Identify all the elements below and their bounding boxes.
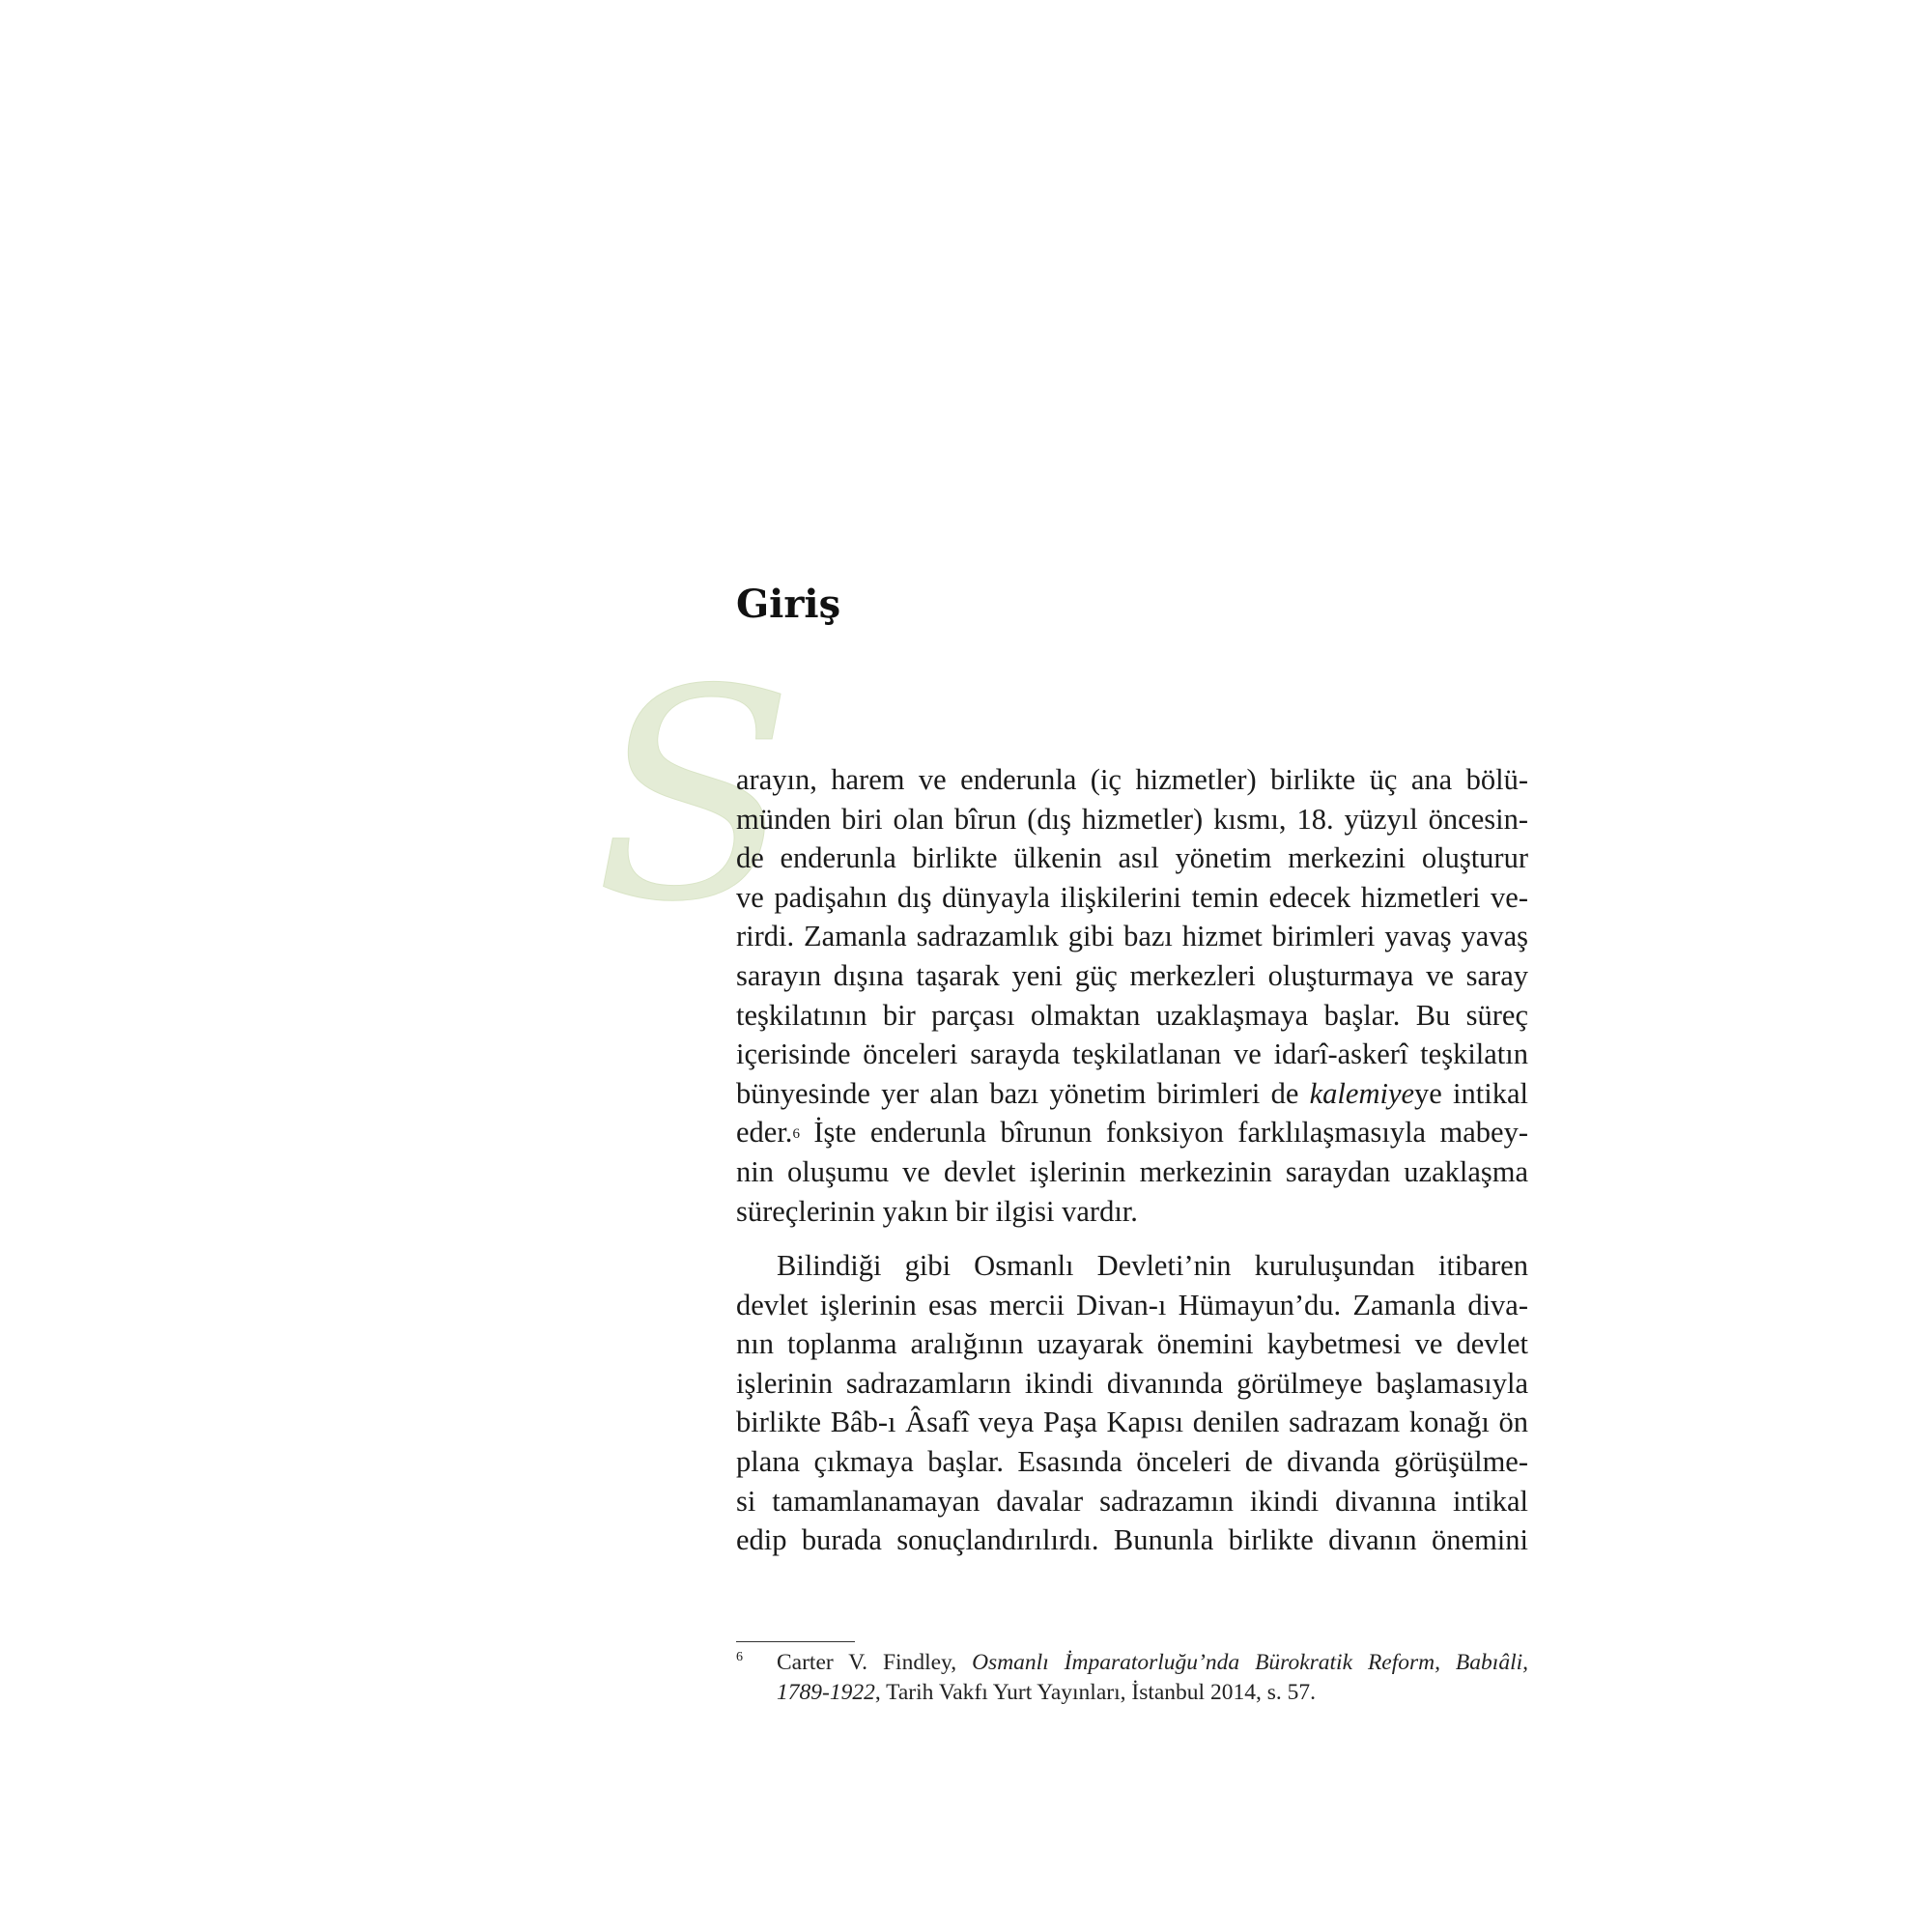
paragraph-line-with-italic — [736, 1074, 1528, 1114]
paragraph-line: işlerinin sadrazamların ikindi divanında görülmeye başlamasıyla — [736, 1366, 1528, 1400]
footnote-marker: 6 — [736, 1650, 743, 1664]
paragraph-line: si tamamlanamayan davalar sadrazamın ikindi divanına intikal — [736, 1484, 1528, 1518]
paragraph-line: teşkilatının bir parçası olmaktan uzaklaşmaya başlar. Bu süreç — [736, 998, 1528, 1032]
intro-paragraph — [736, 760, 1528, 1231]
text-run: bünyesinde yer alan bazı yönetim birimleri de — [736, 1076, 1310, 1110]
page-title: Giriş — [736, 582, 841, 627]
footnote-line — [777, 1678, 1528, 1708]
footnote-reference[interactable]: 6 — [792, 1126, 800, 1143]
paragraph-line: rirdi. Zamanla sadrazamlık gibi bazı hizmet birimleri yavaş yavaş — [736, 920, 1528, 953]
paragraph-line: nın toplanma aralığının uzayarak önemini kaybetmesi ve devlet — [736, 1327, 1528, 1361]
paragraph-line: devlet işlerinin esas mercii Divan-ı Hümayun’du. Zamanla diva- — [736, 1288, 1528, 1321]
paragraph-line: sarayın dışına taşarak yeni güç merkezleri oluşturmaya ve saray — [736, 958, 1528, 992]
footnote-body — [777, 1648, 1528, 1708]
paragraph-line: içerisinde önceleri sarayda teşkilatlanan ve idarî-askerî teşkilatın — [736, 1037, 1528, 1071]
paragraph-line: plana çıkmaya başlar. Esasında önceleri de divanda görüşülme- — [736, 1444, 1528, 1478]
paragraph-line: birlikte Bâb-ı Âsafî veya Paşa Kapısı denilen sadrazam konağı ön — [736, 1406, 1528, 1439]
paragraph-line: arayın, harem ve enderunla (iç hizmetler) birlikte üç ana bölü- — [736, 763, 1528, 796]
footnote-title: Osmanlı İmparatorluğu’nda Bürokratik Reform, Babıâli, — [972, 1650, 1528, 1675]
paragraph-line: edip burada sonuçlandırılırdı. Bununla birlikte divanın önemini — [736, 1523, 1528, 1557]
second-paragraph — [736, 1246, 1528, 1560]
footnote-author: Carter V. Findley, — [777, 1650, 973, 1675]
italic-term: kalemiye — [1309, 1076, 1415, 1110]
footnote-divider — [736, 1641, 855, 1642]
paragraph-line: ve padişahın dış dünyayla ilişkilerini temin edecek hizmetleri ve- — [736, 880, 1528, 914]
paragraph-line-with-footnote-ref — [736, 1113, 1528, 1152]
paragraph-line: süreçlerinin yakın bir ilgisi vardır. — [736, 1194, 1138, 1228]
paragraph-line: münden biri olan bîrun (dış hizmetler) kısmı, 18. yüzyıl öncesin- — [736, 802, 1528, 836]
text-run: eder. — [736, 1116, 793, 1150]
text-run: ye intikal — [1414, 1076, 1528, 1110]
footnote-title-years: 1789-1922 — [777, 1680, 875, 1705]
paragraph-line: Bilindiği gibi Osmanlı Devleti’nin kuruluşundan itibaren — [777, 1249, 1528, 1282]
paragraph-line: nin oluşumu ve devlet işlerinin merkezinin saraydan uzaklaşma — [736, 1154, 1528, 1188]
drop-cap-glyph: S — [595, 667, 794, 918]
footnote-publication: , Tarih Vakfı Yurt Yayınları, İstanbul 2014, s. 57. — [874, 1680, 1316, 1705]
footnote-line — [777, 1648, 1528, 1678]
paragraph-line: de enderunla birlikte ülkenin asıl yönetim merkezini oluşturur — [736, 841, 1528, 875]
text-run: İşte enderunla bîrunun fonksiyon farklılaşmasıyla mabey- — [799, 1116, 1528, 1150]
footnote — [736, 1648, 1528, 1708]
